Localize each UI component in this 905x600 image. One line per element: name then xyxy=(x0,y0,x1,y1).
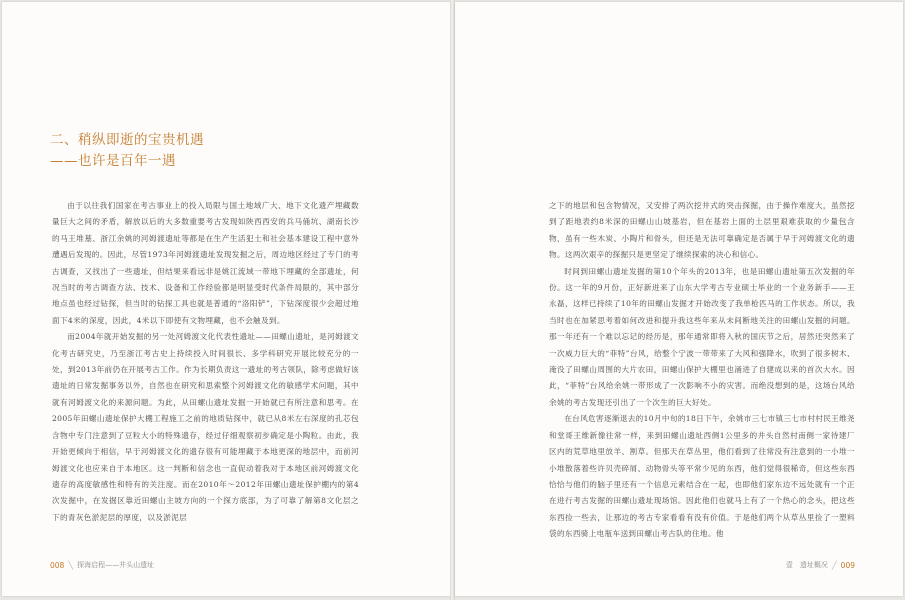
divider-slash-icon: ╲ xyxy=(68,560,74,570)
heading-line-1: 二、稍纵即逝的宝贵机遇 xyxy=(50,132,204,148)
paragraph: 时间到田螺山遗址发掘的第10个年头的2013年，也是田螺山遗址第五次发掘的年份。这一年的9月份，正好新进来了山东大学考古专业硕士毕业的一个业务新手——王永磊，这样已持续了10年的田螺山发掘才开始改变了我单枪匹马的工作状态。所以，我当时也在加紧思考着如何改进和提升我这些年来从未间断地关注的田螺山发掘的问题。那一年还有一个难以忘记的经历是，那年通常即将入秋的国庆节之后，居然还突然来了一次威力巨大的“菲特”台风，给整个宁波一带带来了大风和强降水，吹到了很多树木、淹没了田螺山周围的大片农田，田螺山保护大棚里也涌进了自建成以来的首次大水。因此，“菲特”台风给余姚一带形成了一次影响不小的灾害。而绝没想到的是，这场台风给余姚的考古发现还引出了一个次生的巨大好处。 xyxy=(549,266,855,407)
left-footer xyxy=(50,560,154,570)
paragraph: 在台风危害逐渐退去的10月中旬的18日下午，余姚市三七市镇三七市村村民王维尧和堂哥王维新像往常一样，来到田螺山遗址西侧1公里多的井头自然村南侧一家待建厂区内的荒草地里放羊、割草。但那天在草丛里，他们看到了往常没有注意到的一小堆一小堆散落着些许贝壳碎屑、动物骨头等平常少见的东西，他们觉得很稀奇，但这些东西恰恰与他们的脑子里还有一个信息元素结合在一起，也即他们家东边不远处就有一个正在进行考古发掘的田螺山遗址现场馆。因此他们也就马上有了一个热心的念头，把这些东西捡一些去，让那边的考古专家看看有没有价值。于是他们两个从草丛里捡了一塑料袋的东西骑上电瓶车送到田螺山考古队的住地。他 xyxy=(549,414,855,539)
heading-line-2: ——也许是百年一遇 xyxy=(50,153,176,169)
right-footer xyxy=(786,560,855,570)
right-body-text xyxy=(549,198,855,543)
chapter-title: 壹 遗址概况 xyxy=(785,561,828,569)
running-title: 探海启程——井头山遗址 xyxy=(77,561,155,569)
paragraph: 之下的地层和包含物情况，又安排了两次挖井式的突击探掘，由于操作难度大，虽然挖到了距地表约8米深的田螺山山坡基岩，但在基岩上面的土层里艰难获取的少量包含物，虽有一些木炭、小陶片和骨头，但还是无法可靠确定是否属于早于河姆渡文化的遗物。这两次艰辛的探掘只是更坚定了继续探索的决心和信心。 xyxy=(549,201,855,260)
left-page xyxy=(2,2,450,596)
left-body-text xyxy=(52,198,359,526)
page-number: 009 xyxy=(840,560,855,570)
paragraph: 由于以往我们国家在考古事业上的投入局限与国土地域广大、地下文化遗产埋藏数量巨大之间的矛盾，解放以后的大多数重要考古发现如陕西西安的兵马俑坑、湖南长沙的马王堆墓、浙江余姚的河姆渡遗址等都是在生产生活犯土和社会基本建设工程中意外遭遇后发现的。因此，尽管1973年河姆渡遗址发现发掘之后，周边地区经过了专门的考古调查，又找出了一些遗址，但结果来看远非是姚江流域一带地下埋藏的全部遗址，何况当时的考古调查方法、技术、设备和工作经验都是明显受时代条件局限的，其中部分地点虽也经过钻探，但当时的钻探工具也就是普通的“洛阳铲”，下钻深度很少会超过地面下4米的深度，因此，4米以下即使有文物埋藏，也不会触及到。 xyxy=(52,201,359,325)
section-heading xyxy=(50,130,204,172)
page-number: 008 xyxy=(50,560,65,570)
divider-slash-icon: ╱ xyxy=(831,560,837,570)
right-page xyxy=(455,2,903,596)
paragraph: 而2004年就开始发掘的另一处河姆渡文化代表性遗址——田螺山遗址，是河姆渡文化考古研究史，乃至浙江考古史上持续投入时间很长、多学科研究开展比较充分的一处，到2013年前仍在开展考古工作。作为长期负责这一遗址的考古领队，除考虑做好该遗址的日常发掘事务以外，自然也在研究和思索整个河姆渡文化的敏感学术问题，其中就有河姆渡文化的来源问题。为此，从田螺山遗址发掘一开始就已有所注意和思考。在2005年田螺山遗址保护大棚工程施工之前的地质钻探中，就已从8米左右深度的孔芯包含物中专门注意到了豆粒大小的特殊遗存，经过仔细观察初步确定是小陶粒。由此，我开始更倾向于相信，早于河姆渡文化的遗存很有可能埋藏于本地更深的地层中，而前河姆渡文化也应来自于本地区。这一判断和信念也一直促动着我对于本地区前河姆渡文化遗存的高度敏感性和特有的关注度。而在2010年～2012年田螺山遗址保护棚内的第4次发掘中，在发掘区靠近田螺山主坡方向的一个探方底部，为了可靠了解第8文化层之下的青灰色淤泥层的厚度，以及淤泥层 xyxy=(52,332,359,522)
